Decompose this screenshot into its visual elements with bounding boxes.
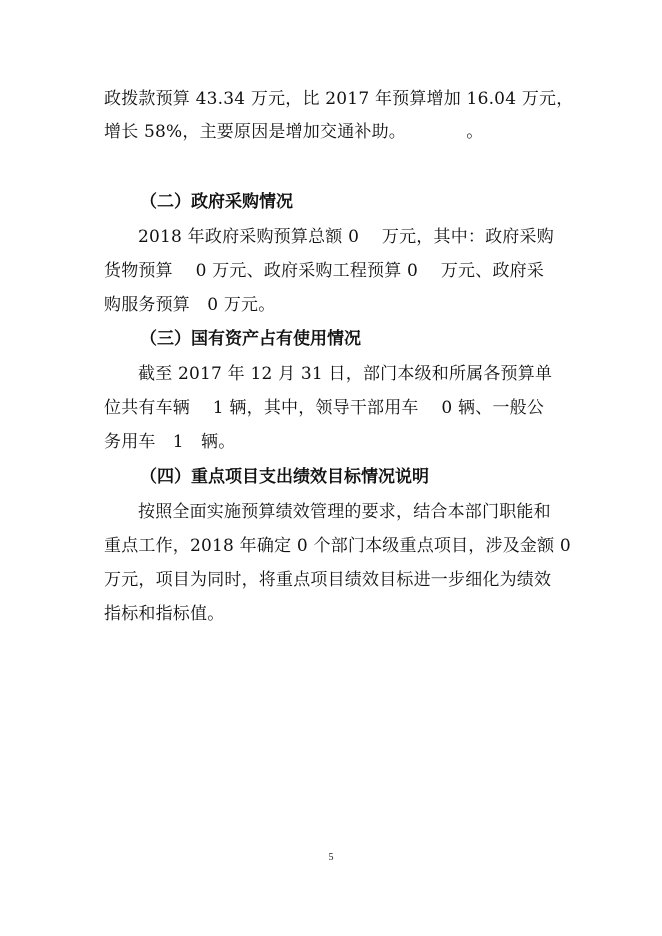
- page-number: 5: [328, 852, 334, 863]
- assets-line-2: 位共有车辆 1 辆，其中，领导干部用车 0 辆、一般公: [104, 398, 545, 418]
- assets-line-1: 截至 2017 年 12 月 31 日，部门本级和所属各预算单: [138, 364, 553, 384]
- section-heading-assets: （三）国有资产占有使用情况: [140, 329, 361, 349]
- procurement-line-2: 货物预算 0 万元、政府采购工程预算 0 万元、政府采: [104, 261, 545, 281]
- section-heading-procurement: （二）政府采购情况: [140, 192, 293, 212]
- performance-line-2: 重点工作，2018 年确定 0 个部门本级重点项目，涉及金额 0: [104, 536, 571, 556]
- performance-line-4: 指标和指标值。: [104, 604, 225, 624]
- procurement-line-1: 2018 年政府采购预算总额 0 万元，其中：政府采购: [138, 227, 554, 247]
- budget-paragraph-line-2: 增长 58%，主要原因是增加交通补助。 。: [104, 122, 484, 142]
- performance-line-1: 按照全面实施预算绩效管理的要求，结合本部门职能和: [138, 502, 551, 522]
- procurement-line-3: 购服务预算 0 万元。: [104, 295, 276, 315]
- assets-line-3: 务用车 1 辆。: [104, 432, 236, 452]
- performance-line-3: 万元，项目为同时，将重点项目绩效目标进一步细化为绩效: [104, 570, 552, 590]
- budget-paragraph-line-1: 政拨款预算 43.34 万元，比 2017 年预算增加 16.04 万元，: [104, 89, 574, 109]
- section-heading-performance: （四）重点项目支出绩效目标情况说明: [140, 467, 429, 487]
